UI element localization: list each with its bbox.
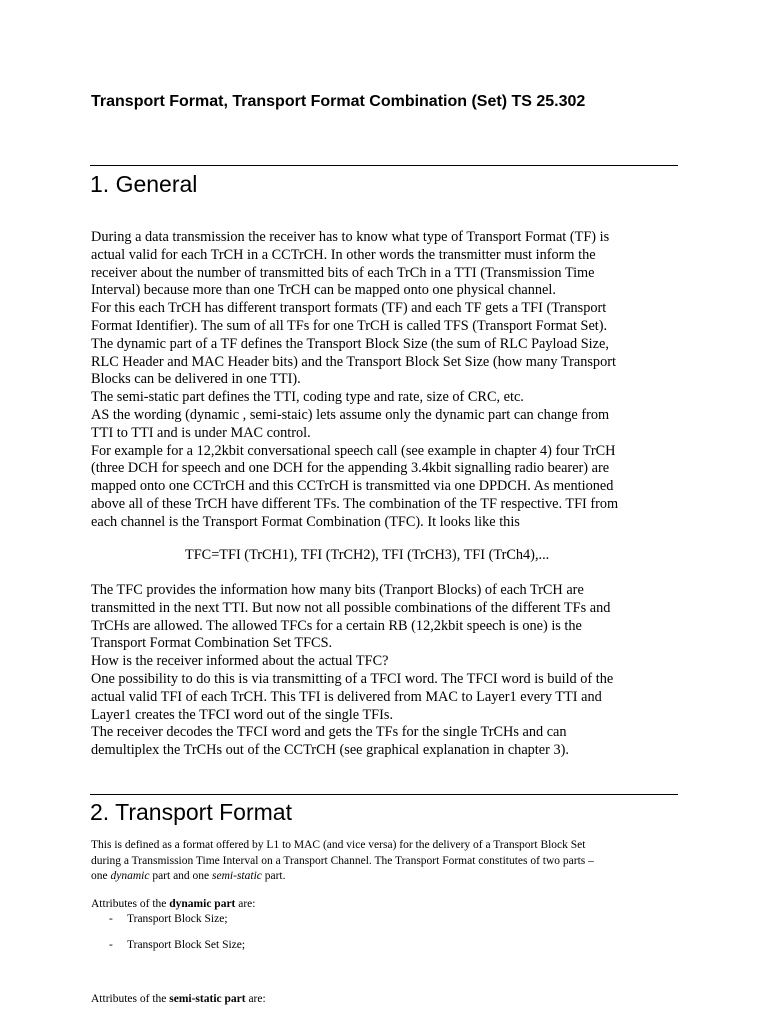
paragraph-line: Interval) because more than one TrCH can be mapped onto one physical channel. (91, 282, 556, 299)
paragraph-line: Transport Format Combination Set TFCS. (91, 635, 333, 652)
semi-static-part-attributes-label: Attributes of the semi-static part are: (91, 993, 266, 1005)
bullet-marker: - (109, 913, 113, 925)
paragraph-line: TTI to TTI and is under MAC control. (91, 424, 311, 441)
paragraph-line: Layer1 creates the TFCI word out of the single TFIs. (91, 706, 394, 723)
intro-line: one dynamic part and one semi-static part. (91, 870, 286, 882)
paragraph-line: The semi-static part defines the TTI, coding type and rate, size of CRC, etc. (91, 389, 524, 406)
list-item: - Transport Block Set Size; (109, 939, 246, 951)
paragraph-line: each channel is the Transport Format Combination (TFC). It looks like this (91, 513, 520, 530)
paragraph-line: actual valid for each TrCH in a CCTrCH. In other words the transmitter must inform the (91, 246, 596, 263)
paragraph-line: actual valid TFI of each TrCH. This TFI is delivered from MAC to Layer1 every TTI and (91, 688, 602, 705)
paragraph-line: One possibility to do this is via transmitting of a TFCI word. The TFCI word is build of the (91, 670, 614, 687)
intro-line: This is defined as a format offered by L1 to MAC (and vice versa) for the delivery of a Transport Block Set (91, 839, 586, 851)
document-title: Transport Format, Transport Format Combination (Set) TS 25.302 (91, 93, 586, 110)
general-paragraph-1 (91, 229, 691, 532)
paragraph-line: The TFC provides the information how many bits (Tranport Blocks) of each TrCH are (91, 582, 584, 598)
paragraph-line: above all of these TrCH have different TFs. The combination of the TF respective. TFI from (91, 495, 619, 512)
paragraph-line: Blocks can be delivered in one TTI). (91, 371, 301, 388)
paragraph-line: During a data transmission the receiver has to know what type of Transport Format (TF) is (91, 229, 610, 245)
section-heading-transport-format: 2. Transport Format (90, 799, 292, 825)
list-item: - Transport Block Size; (109, 913, 228, 925)
intro-line: during a Transmission Time Interval on a Transport Channel. The Transport Format constitutes of two parts – (91, 854, 594, 867)
section-divider (90, 165, 678, 166)
paragraph-line: For example for a 12,2kbit conversational speech call (see example in chapter 4) four TrCH (91, 442, 616, 459)
general-paragraph-2 (91, 582, 691, 760)
dynamic-emphasis: dynamic (110, 870, 150, 882)
paragraph-line: AS the wording (dynamic , semi-staic) lets assume only the dynamic part can change from (91, 406, 610, 423)
paragraph-line: RLC Header and MAC Header bits) and the Transport Block Set Size (how many Transport (91, 353, 616, 370)
dynamic-part-attributes-label: Attributes of the dynamic part are: (91, 898, 256, 910)
paragraph-line: The dynamic part of a TF defines the Transport Block Size (the sum of RLC Payload Size, (91, 335, 609, 352)
section-heading-general: 1. General (90, 171, 198, 197)
paragraph-line: TrCHs are allowed. The allowed TFCs for a certain RB (12,2kbit speech is one) is the (91, 617, 582, 634)
transport-format-intro (91, 838, 691, 885)
paragraph-line: transmitted in the next TTI. But now not all possible combinations of the different TFs and (91, 599, 611, 616)
paragraph-line: How is the receiver informed about the actual TFC? (91, 653, 389, 670)
paragraph-line: Format Identifier). The sum of all TFs for one TrCH is called TFS (Transport Format Set). (91, 317, 608, 334)
paragraph-line: demultiplex the TrCHs out of the CCTrCH (see graphical explanation in chapter 3). (91, 742, 569, 759)
paragraph-line: receiver about the number of transmitted bits of each TrCh in a TTI (Transmission Time (91, 264, 595, 281)
paragraph-line: mapped onto one CCTrCH and this CCTrCH is transmitted via one DPDCH. As mentioned (91, 478, 614, 495)
bullet-marker: - (109, 939, 113, 951)
tfc-formula: TFC=TFI (TrCH1), TFI (TrCH2), TFI (TrCH3), TFI (TrCh4),... (185, 547, 550, 563)
paragraph-line: For this each TrCH has different transport formats (TF) and each TF gets a TFI (Transport (91, 300, 607, 317)
semi-static-emphasis: semi-static (212, 870, 262, 882)
paragraph-line: The receiver decodes the TFCI word and gets the TFs for the single TrCHs and can (91, 724, 567, 741)
paragraph-line: (three DCH for speech and one DCH for the appending 3.4kbit signalling radio bearer) are (91, 460, 610, 477)
section-divider (90, 794, 678, 795)
